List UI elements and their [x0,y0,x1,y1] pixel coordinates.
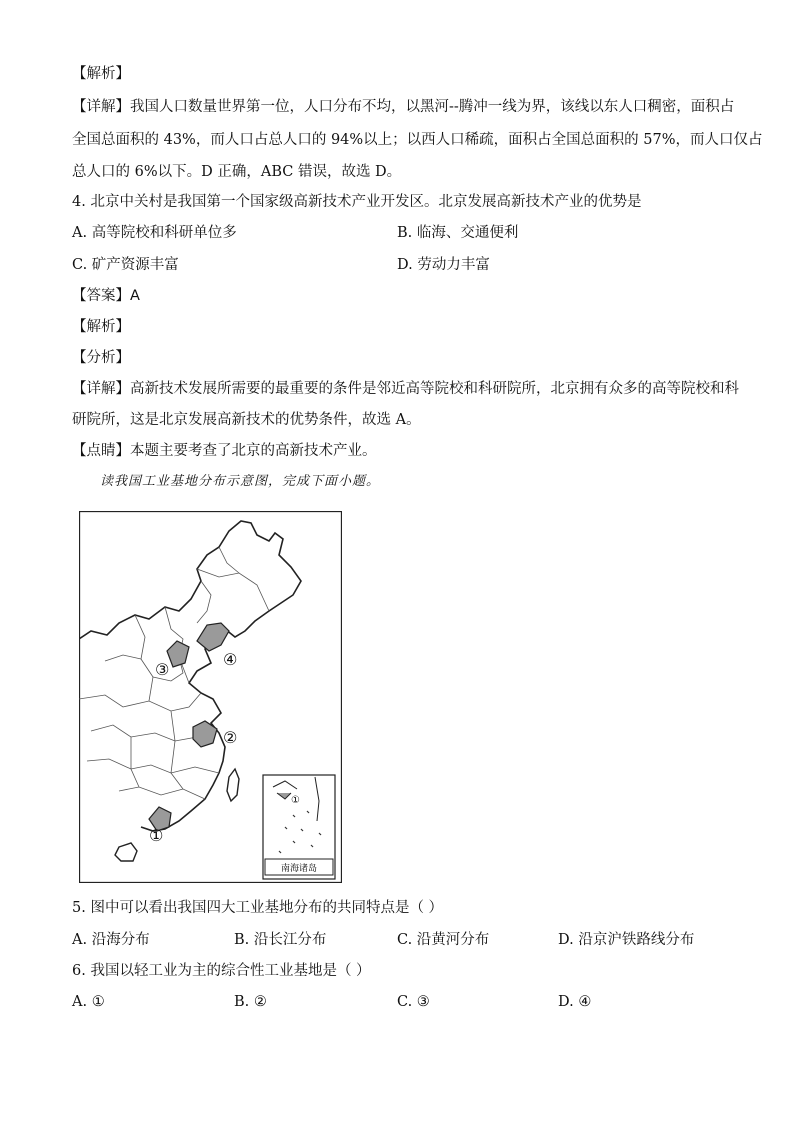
q4-option-b: B. 临海、交通便利 [397,225,519,241]
q6-option-b: B. ② [234,994,267,1010]
detail-line-3: 总人口的 6%以下。D 正确，ABC 错误，故选 D。 [72,164,402,180]
analysis-sub-tag: 【分析】 [72,350,130,366]
q5-option-d: D. 沿京沪铁路线分布 [558,932,695,948]
q4-option-a: A. 高等院校和科研单位多 [72,225,237,241]
question-5-stem: 5. 图中可以看出我国四大工业基地分布的共同特点是（ ） [72,900,444,916]
comment-line: 【点睛】本题主要考查了北京的高新技术产业。 [72,443,377,459]
q4-option-c: C. 矿产资源丰富 [72,257,179,273]
q5-option-c: C. 沿黄河分布 [397,932,490,948]
industrial-base-map [79,511,342,883]
inset-marker: ① [291,795,300,806]
label-4: ④ [223,650,238,669]
map-intro: 读我国工业基地分布示意图，完成下面小题。 [100,474,381,489]
detail-line-1: 【详解】我国人口数量世界第一位，人口分布不均，以黑河--腾冲一线为界，该线以东人口稠密，面积占 [72,99,735,115]
detail-2-line-1: 【详解】高新技术发展所需要的最重要的条件是邻近高等院校和科研院所，北京拥有众多的高等院校和科 [72,381,739,397]
analysis-tag-2: 【解析】 [72,319,130,335]
label-2: ② [223,728,238,747]
south-sea-inset [263,775,335,879]
q4-option-d: D. 劳动力丰富 [397,257,490,273]
label-1: ① [149,826,164,845]
question-4-stem: 4. 北京中关村是我国第一个国家级高新技术产业开发区。北京发展高新技术产业的优势是 [72,194,642,210]
q6-option-a: A. ① [72,994,105,1010]
analysis-tag: 【解析】 [72,66,130,82]
detail-2-line-2: 研院所，这是北京发展高新技术的优势条件，故选 A。 [72,412,421,428]
q5-option-a: A. 沿海分布 [72,932,150,948]
q5-option-b: B. 沿长江分布 [234,932,327,948]
label-3: ③ [155,660,170,679]
q6-option-c: C. ③ [397,994,430,1010]
detail-line-2: 全国总面积的 43%，而人口占总人口的 94%以上；以西人口稀疏，面积占全国总面积的 57%，而人口仅占 [72,132,763,148]
q6-option-d: D. ④ [558,994,592,1010]
inset-label: 南海诸岛 [280,864,318,874]
question-6-stem: 6. 我国以轻工业为主的综合性工业基地是（ ） [72,963,371,979]
answer-tag: 【答案】A [72,288,140,304]
